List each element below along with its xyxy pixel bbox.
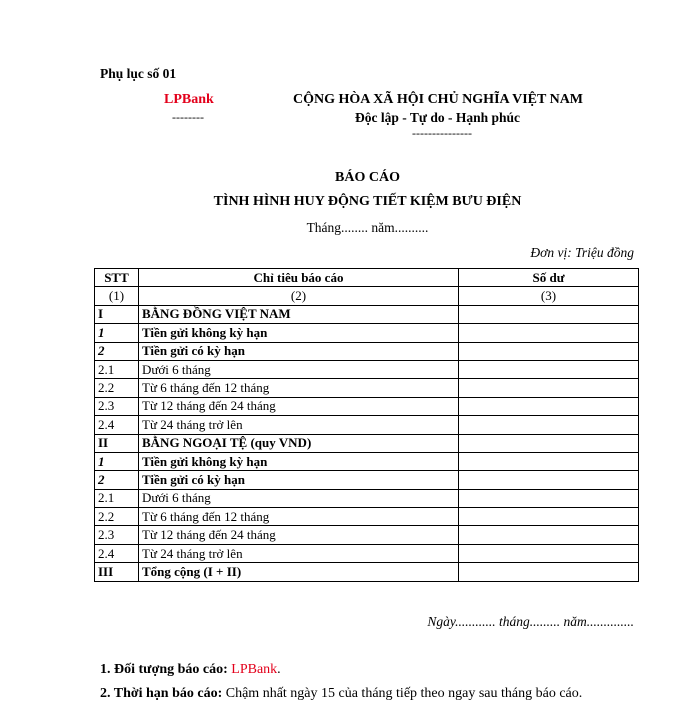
row-value <box>459 324 639 342</box>
table-row <box>95 305 639 323</box>
row-stt: III <box>95 563 139 581</box>
row-name: Từ 6 tháng đến 12 tháng <box>139 379 459 397</box>
row-stt: II <box>95 434 139 452</box>
col-number-3: (3) <box>459 287 639 305</box>
row-stt: 2.4 <box>95 544 139 562</box>
table-row <box>95 452 639 470</box>
row-name: Tiền gửi không kỳ hạn <box>139 452 459 470</box>
header-indicator: Chỉ tiêu báo cáo <box>139 269 459 287</box>
bank-name: LPBank <box>164 92 214 107</box>
table-row <box>95 324 639 342</box>
col-number-1: (1) <box>95 287 139 305</box>
row-value <box>459 452 639 470</box>
col-number-2: (2) <box>139 287 459 305</box>
row-value <box>459 397 639 415</box>
row-value <box>459 360 639 378</box>
row-name: Tiền gửi có kỳ hạn <box>139 471 459 489</box>
row-name: BẰNG ĐỒNG VIỆT NAM <box>139 305 459 323</box>
row-name: Từ 6 tháng đến 12 tháng <box>139 508 459 526</box>
header-stt: STT <box>95 269 139 287</box>
row-value <box>459 508 639 526</box>
row-value <box>459 526 639 544</box>
report-period: Tháng........ năm.......... <box>306 220 429 235</box>
table-row <box>95 489 639 507</box>
table-numbering-row <box>95 287 639 305</box>
row-name: BẰNG NGOẠI TỆ (quy VND) <box>139 434 459 452</box>
row-value <box>459 471 639 489</box>
table-row <box>95 471 639 489</box>
table-row <box>95 508 639 526</box>
row-stt: 2.1 <box>95 360 139 378</box>
report-table <box>94 268 639 582</box>
row-value <box>459 544 639 562</box>
report-subject-end: . <box>277 662 281 677</box>
row-name: Từ 24 tháng trở lên <box>139 416 459 434</box>
bank-divider: -------- <box>172 110 204 124</box>
table-row <box>95 434 639 452</box>
table-row <box>95 563 639 581</box>
row-stt: 1 <box>95 452 139 470</box>
table-row <box>95 342 639 360</box>
table-row <box>95 544 639 562</box>
row-name: Từ 12 tháng đến 24 tháng <box>139 397 459 415</box>
row-stt: 2 <box>95 471 139 489</box>
row-name: Tổng cộng (I + II) <box>139 563 459 581</box>
row-stt: 2.3 <box>95 397 139 415</box>
row-stt: 2.3 <box>95 526 139 544</box>
header-balance: Số dư <box>459 269 639 287</box>
row-name: Từ 12 tháng đến 24 tháng <box>139 526 459 544</box>
row-name: Dưới 6 tháng <box>139 360 459 378</box>
table-row <box>95 360 639 378</box>
row-stt: 2.1 <box>95 489 139 507</box>
row-value <box>459 342 639 360</box>
row-name: Tiền gửi có kỳ hạn <box>139 342 459 360</box>
table-row <box>95 526 639 544</box>
report-subject-label: 1. Đối tượng báo cáo: <box>100 662 228 677</box>
row-stt: 1 <box>95 324 139 342</box>
report-deadline-text: Chậm nhất ngày 15 của tháng tiếp theo ngay sau tháng báo cáo. <box>225 686 583 701</box>
row-value <box>459 434 639 452</box>
report-subtitle: TÌNH HÌNH HUY ĐỘNG TIẾT KIỆM BƯU ĐIỆN <box>213 194 522 209</box>
row-name: Tiền gửi không kỳ hạn <box>139 324 459 342</box>
nation-heading: CỘNG HÒA XÃ HỘI CHỦ NGHĨA VIỆT NAM <box>293 92 584 107</box>
currency-unit: Đơn vị: Triệu đồng <box>530 245 634 260</box>
row-stt: 2.4 <box>95 416 139 434</box>
report-subject-value: LPBank <box>231 662 278 677</box>
appendix-label: Phụ lục số 01 <box>100 66 177 81</box>
report-deadline-label: 2. Thời hạn báo cáo: <box>100 686 223 701</box>
row-name: Dưới 6 tháng <box>139 489 459 507</box>
row-stt: 2 <box>95 342 139 360</box>
row-value <box>459 379 639 397</box>
row-name: Từ 24 tháng trở lên <box>139 544 459 562</box>
row-value <box>459 489 639 507</box>
table-row <box>95 379 639 397</box>
report-subject-note <box>100 662 281 678</box>
report-title: BÁO CÁO <box>335 170 400 185</box>
signature-date-line: Ngày............ tháng......... năm.............. <box>427 614 634 629</box>
row-value <box>459 416 639 434</box>
row-value <box>459 563 639 581</box>
motto-divider: --------------- <box>412 126 472 140</box>
row-stt: I <box>95 305 139 323</box>
table-row <box>95 416 639 434</box>
table-row <box>95 397 639 415</box>
row-stt: 2.2 <box>95 508 139 526</box>
row-stt: 2.2 <box>95 379 139 397</box>
table-header-row <box>95 269 639 287</box>
row-value <box>459 305 639 323</box>
national-motto: Độc lập - Tự do - Hạnh phúc <box>355 110 521 125</box>
